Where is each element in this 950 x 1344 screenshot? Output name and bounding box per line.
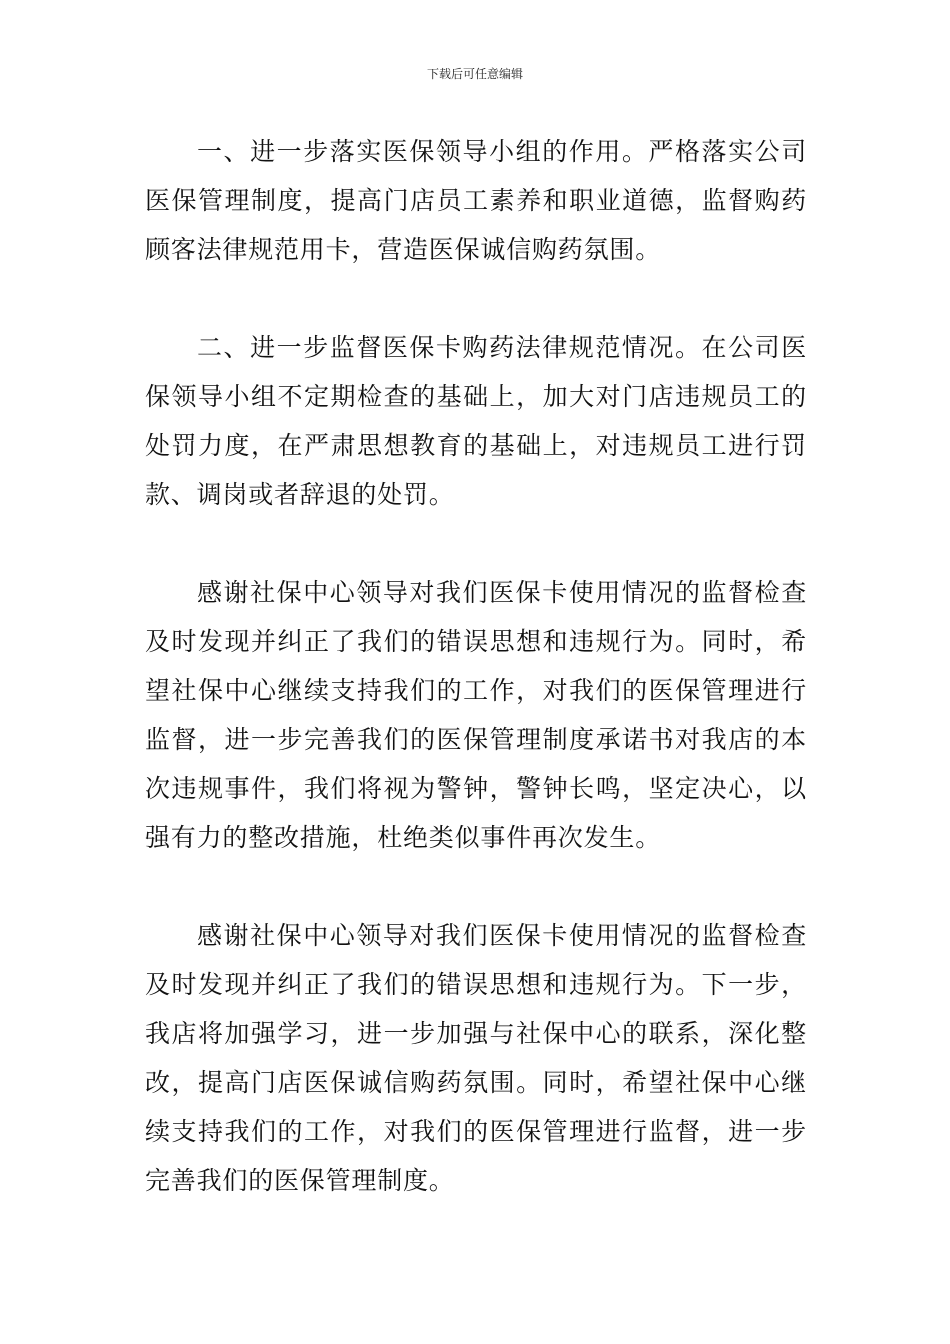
paragraph-4: 感谢社保中心领导对我们医保卡使用情况的监督检查及时发现并纠正了我们的错误思想和违规行为。下一步，我店将加强学习，进一步加强与社保中心的联系，深化整改，提高门店医保诚信购药氛围。同时，希望社保中心继续支持我们的工作，对我们的医保管理进行监督，进一步完善我们的医保管理制度。 (145, 921, 807, 1195)
paragraph-3: 感谢社保中心领导对我们医保卡使用情况的监督检查及时发现并纠正了我们的错误思想和违规行为。同时，希望社保中心继续支持我们的工作，对我们的医保管理进行监督，进一步完善我们的医保管理制度承诺书对我店的本次违规事件，我们将视为警钟，警钟长鸣，坚定决心，以强有力的整改措施，杜绝类似事件再次发生。 (145, 578, 807, 852)
paragraph-2: 二、进一步监督医保卡购药法律规范情况。在公司医保领导小组不定期检查的基础上，加大对门店违规员工的处罚力度，在严肃思想教育的基础上，对违规员工进行罚款、调岗或者辞退的处罚。 (145, 333, 807, 509)
page-header-note: 下载后可任意编辑 (426, 67, 523, 81)
document-body (145, 127, 807, 1205)
paragraph-1: 一、进一步落实医保领导小组的作用。严格落实公司医保管理制度，提高门店员工素养和职业道德，监督购药顾客法律规范用卡，营造医保诚信购药氛围。 (145, 137, 807, 264)
